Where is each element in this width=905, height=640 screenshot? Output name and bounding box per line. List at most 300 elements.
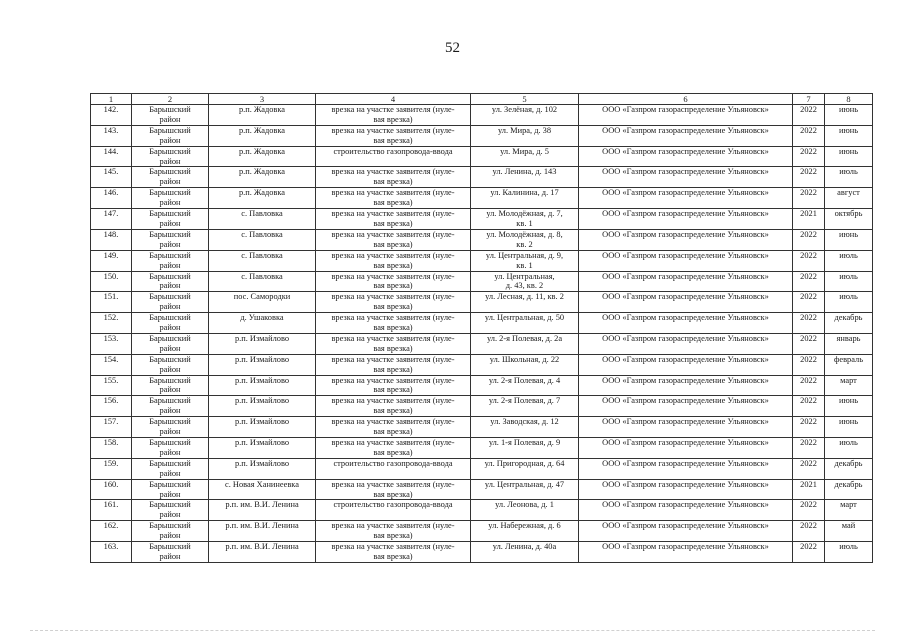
year-cell: 2022 [793,250,825,271]
organization-cell: ООО «Газпром газораспределение Ульяновск» [579,521,793,542]
work-type-cell-line: вая врезка) [373,135,413,145]
year-cell: 2022 [793,500,825,521]
district-cell [132,146,209,167]
month-cell: февраль [825,354,873,375]
work-type-cell-line: врезка на участке заявителя (нуле- [331,229,455,239]
month-cell: июль [825,292,873,313]
district-cell-line: Барышский [149,396,191,406]
district-cell [132,521,209,542]
month-cell: июнь [825,146,873,167]
organization-cell: ООО «Газпром газораспределение Ульяновск» [579,542,793,563]
year-cell: 2022 [793,313,825,334]
work-type-cell-line: врезка на участке заявителя (нуле- [331,333,455,343]
address-cell [471,354,579,375]
month-cell: июнь [825,105,873,126]
district-cell [132,229,209,250]
table-row [91,396,873,417]
address-cell [471,542,579,563]
organization-cell: ООО «Газпром газораспределение Ульяновск» [579,333,793,354]
work-type-cell [316,479,471,500]
address-cell-line: ул. Центральная, д. 50 [484,313,565,323]
work-type-cell-line: вая врезка) [373,427,413,437]
address-cell-line: ул. Мира, д. 38 [497,125,552,135]
address-cell-line: ул. 2-я Полевая, д. 7 [488,396,561,406]
table-body [91,105,873,563]
column-header: 6 [579,94,793,105]
table-row [91,229,873,250]
year-cell: 2021 [793,209,825,230]
month-cell: август [825,188,873,209]
organization-cell: ООО «Газпром газораспределение Ульяновск» [579,479,793,500]
district-cell-line: район [159,489,181,499]
row-number: 143. [91,125,132,146]
address-cell [471,105,579,126]
locality-cell: с. Павловка [209,250,316,271]
district-cell-line: район [159,406,181,416]
district-cell [132,375,209,396]
address-cell [471,417,579,438]
work-type-cell-line: врезка на участке заявителя (нуле- [331,105,455,114]
address-cell [471,396,579,417]
month-cell: октябрь [825,209,873,230]
address-cell-line: ул. Набережная, д. 6 [488,521,561,531]
year-cell: 2022 [793,521,825,542]
address-cell-line: ул. Ленина, д. 143 [492,167,557,177]
month-cell: март [825,375,873,396]
header-row [91,94,873,105]
work-type-cell-line: вая врезка) [373,406,413,416]
organization-cell: ООО «Газпром газораспределение Ульяновск» [579,105,793,126]
work-type-cell [316,125,471,146]
work-type-cell-line: вая врезка) [373,281,413,291]
organization-cell: ООО «Газпром газораспределение Ульяновск» [579,271,793,292]
row-number: 145. [91,167,132,188]
district-cell-line: Барышский [149,313,191,323]
district-cell-line: район [159,385,181,395]
district-cell [132,479,209,500]
district-cell-line: Барышский [149,188,191,198]
work-type-cell [316,271,471,292]
address-cell [471,292,579,313]
work-type-cell [316,375,471,396]
table-row [91,146,873,167]
address-cell-line: ул. Ленина, д. 40а [492,542,557,552]
address-cell [471,458,579,479]
year-cell: 2022 [793,146,825,167]
work-type-cell [316,250,471,271]
table-row [91,271,873,292]
district-cell-line: район [159,114,181,124]
month-cell: декабрь [825,479,873,500]
work-type-cell [316,354,471,375]
table-row [91,188,873,209]
locality-cell: с. Павловка [209,229,316,250]
month-cell: март [825,500,873,521]
year-cell: 2022 [793,396,825,417]
district-cell-line: Барышский [149,333,191,343]
district-cell [132,313,209,334]
row-number: 142. [91,105,132,126]
month-cell: июнь [825,125,873,146]
address-cell-line: ул. Молодёжная, д. 7, [486,209,563,219]
address-cell [471,375,579,396]
table-row [91,105,873,126]
address-cell-line: ул. 2-я Полевая, д. 4 [488,375,561,385]
year-cell: 2022 [793,542,825,563]
work-type-cell [316,167,471,188]
address-cell-line: ул. Лесная, д. 11, кв. 2 [485,292,564,302]
organization-cell: ООО «Газпром газораспределение Ульяновск» [579,313,793,334]
work-type-cell-line: вая врезка) [373,364,413,374]
row-number: 163. [91,542,132,563]
address-cell [471,167,579,188]
address-cell [471,271,579,292]
year-cell: 2022 [793,125,825,146]
table-row [91,458,873,479]
organization-cell: ООО «Газпром газораспределение Ульяновск» [579,125,793,146]
work-type-cell [316,396,471,417]
year-cell: 2021 [793,479,825,500]
year-cell: 2022 [793,354,825,375]
district-cell-line: район [159,364,181,374]
district-cell-line: Барышский [149,125,191,135]
locality-cell: р.п. Жадовка [209,125,316,146]
row-number: 156. [91,396,132,417]
row-number: 147. [91,209,132,230]
table-row [91,292,873,313]
work-type-cell [316,500,471,521]
work-type-cell-line: вая врезка) [373,489,413,499]
address-cell-line: ул. Калинина, д. 17 [490,188,559,198]
district-cell-line: Барышский [149,271,191,281]
district-cell-line: район [159,135,181,145]
address-cell [471,333,579,354]
work-type-cell-line: вая врезка) [373,447,413,457]
address-cell [471,479,579,500]
table-row [91,125,873,146]
district-cell-line: район [159,156,181,166]
address-cell [471,209,579,230]
locality-cell: р.п. им. В.И. Ленина [209,521,316,542]
month-cell: декабрь [825,313,873,334]
work-type-cell [316,333,471,354]
organization-cell: ООО «Газпром газораспределение Ульяновск» [579,292,793,313]
district-cell-line: район [159,468,181,478]
row-number: 144. [91,146,132,167]
district-cell-line: район [159,531,181,541]
month-cell: июль [825,542,873,563]
district-cell [132,125,209,146]
work-type-cell-line: строительство газопровода-ввода [333,458,453,468]
district-cell [132,396,209,417]
year-cell: 2022 [793,105,825,126]
district-cell-line: район [159,447,181,457]
table-row [91,167,873,188]
table-row [91,354,873,375]
work-type-cell [316,438,471,459]
address-cell [471,500,579,521]
row-number: 160. [91,479,132,500]
row-number: 159. [91,458,132,479]
work-type-cell [316,417,471,438]
locality-cell: р.п. Жадовка [209,167,316,188]
district-cell-line: Барышский [149,105,191,114]
month-cell: июль [825,438,873,459]
work-type-cell-line: вая врезка) [373,531,413,541]
work-type-cell-line: врезка на участке заявителя (нуле- [331,542,455,552]
table-row [91,209,873,230]
row-number: 149. [91,250,132,271]
district-cell-line: Барышский [149,292,191,302]
locality-cell: д. Ушаковка [209,313,316,334]
district-cell [132,354,209,375]
work-type-cell-line: врезка на участке заявителя (нуле- [331,521,455,531]
locality-cell: с. Павловка [209,271,316,292]
table-row [91,521,873,542]
district-cell-line: Барышский [149,500,191,510]
locality-cell: р.п. им. В.И. Ленина [209,542,316,563]
locality-cell: р.п. Измайлово [209,458,316,479]
address-cell [471,521,579,542]
district-cell-line: район [159,260,181,270]
district-cell-line: район [159,551,181,561]
district-cell [132,458,209,479]
organization-cell: ООО «Газпром газораспределение Ульяновск» [579,438,793,459]
organization-cell: ООО «Газпром газораспределение Ульяновск» [579,229,793,250]
address-cell-line: ул. 2-я Полевая, д. 2а [486,333,563,343]
row-number: 157. [91,417,132,438]
locality-cell: р.п. Жадовка [209,105,316,126]
month-cell: июль [825,271,873,292]
gas-connection-table [90,93,873,563]
organization-cell: ООО «Газпром газораспределение Ульяновск» [579,250,793,271]
row-number: 162. [91,521,132,542]
work-type-cell-line: вая врезка) [373,218,413,228]
address-cell-line: ул. Школьная, д. 22 [489,354,560,364]
organization-cell: ООО «Газпром газораспределение Ульяновск» [579,417,793,438]
address-cell [471,229,579,250]
month-cell: июнь [825,396,873,417]
year-cell: 2022 [793,167,825,188]
column-header: 3 [209,94,316,105]
district-cell [132,333,209,354]
district-cell [132,500,209,521]
district-cell-line: район [159,281,181,291]
address-cell-line: ул. Центральная, д. 47 [484,479,565,489]
locality-cell: с. Новая Ханинеевка [209,479,316,500]
month-cell: июль [825,250,873,271]
work-type-cell-line: врезка на участке заявителя (нуле- [331,250,455,260]
organization-cell: ООО «Газпром газораспределение Ульяновск» [579,375,793,396]
page-number: 52 [445,40,460,56]
organization-cell: ООО «Газпром газораспределение Ульяновск» [579,354,793,375]
work-type-cell [316,105,471,126]
address-cell-line: ул. Центральная, [494,271,555,281]
row-number: 158. [91,438,132,459]
month-cell: январь [825,333,873,354]
district-cell-line: район [159,239,181,249]
row-number: 153. [91,333,132,354]
month-cell: май [825,521,873,542]
district-cell [132,250,209,271]
district-cell-line: Барышский [149,354,191,364]
district-cell-line: Барышский [149,375,191,385]
district-cell-line: Барышский [149,229,191,239]
organization-cell: ООО «Газпром газораспределение Ульяновск» [579,396,793,417]
table-row [91,333,873,354]
district-cell-line: Барышский [149,417,191,427]
work-type-cell [316,313,471,334]
district-cell-line: район [159,427,181,437]
work-type-cell-line: вая врезка) [373,323,413,333]
organization-cell: ООО «Газпром газораспределение Ульяновск» [579,146,793,167]
locality-cell: с. Павловка [209,209,316,230]
bottom-edge [30,630,875,631]
work-type-cell-line: врезка на участке заявителя (нуле- [331,479,455,489]
work-type-cell [316,188,471,209]
locality-cell: р.п. Измайлово [209,438,316,459]
month-cell: июнь [825,229,873,250]
year-cell: 2022 [793,271,825,292]
district-cell [132,438,209,459]
work-type-cell-line: строительство газопровода-ввода [333,146,453,156]
locality-cell: р.п. Измайлово [209,375,316,396]
address-cell-line: кв. 1 [516,260,533,270]
address-cell [471,438,579,459]
column-header: 4 [316,94,471,105]
work-type-cell-line: вая врезка) [373,260,413,270]
year-cell: 2022 [793,417,825,438]
work-type-cell [316,229,471,250]
table-row [91,417,873,438]
district-cell-line: район [159,510,181,520]
address-cell-line: ул. 1-я Полевая, д. 9 [488,438,561,447]
district-cell-line: район [159,218,181,228]
work-type-cell-line: врезка на участке заявителя (нуле- [331,375,455,385]
district-cell-line: Барышский [149,479,191,489]
row-number: 146. [91,188,132,209]
address-cell-line: д. 43, кв. 2 [505,281,544,291]
table-row [91,500,873,521]
work-type-cell-line: врезка на участке заявителя (нуле- [331,313,455,323]
address-cell [471,188,579,209]
district-cell-line: Барышский [149,458,191,468]
address-cell-line: ул. Леонова, д. 1 [495,500,554,510]
address-cell-line: ул. Мира, д. 5 [500,146,549,156]
work-type-cell-line: врезка на участке заявителя (нуле- [331,125,455,135]
organization-cell: ООО «Газпром газораспределение Ульяновск» [579,458,793,479]
district-cell [132,271,209,292]
district-cell-line: Барышский [149,542,191,552]
work-type-cell [316,146,471,167]
work-type-cell [316,209,471,230]
work-type-cell-line: строительство газопровода-ввода [333,500,453,510]
row-number: 151. [91,292,132,313]
work-type-cell-line: вая врезка) [373,114,413,124]
address-cell-line: ул. Молодёжная, д. 8, [486,229,563,239]
table-row [91,542,873,563]
work-type-cell-line: вая врезка) [373,302,413,312]
district-cell [132,105,209,126]
district-cell-line: Барышский [149,167,191,177]
locality-cell: р.п. Измайлово [209,354,316,375]
locality-cell: р.п. Жадовка [209,146,316,167]
year-cell: 2022 [793,188,825,209]
month-cell: июль [825,167,873,188]
year-cell: 2022 [793,292,825,313]
table-row [91,250,873,271]
locality-cell: р.п. Измайлово [209,417,316,438]
table-row [91,438,873,459]
district-cell-line: Барышский [149,250,191,260]
address-cell-line: ул. Центральная, д. 9, [485,250,564,260]
work-type-cell-line: врезка на участке заявителя (нуле- [331,271,455,281]
organization-cell: ООО «Газпром газораспределение Ульяновск» [579,188,793,209]
month-cell: декабрь [825,458,873,479]
address-cell-line: ул. Пригородная, д. 64 [484,458,565,468]
locality-cell: р.п. им. В.И. Ленина [209,500,316,521]
row-number: 150. [91,271,132,292]
address-cell [471,146,579,167]
table-row [91,313,873,334]
address-cell [471,125,579,146]
work-type-cell [316,542,471,563]
work-type-cell [316,521,471,542]
row-number: 154. [91,354,132,375]
address-cell-line: кв. 2 [516,239,533,249]
organization-cell: ООО «Газпром газораспределение Ульяновск» [579,209,793,230]
locality-cell: пос. Самородки [209,292,316,313]
locality-cell: р.п. Жадовка [209,188,316,209]
district-cell-line: район [159,323,181,333]
table-row [91,479,873,500]
row-number: 148. [91,229,132,250]
district-cell [132,188,209,209]
district-cell [132,209,209,230]
work-type-cell-line: вая врезка) [373,198,413,208]
address-cell-line: ул. Зелёная, д. 102 [491,105,558,114]
year-cell: 2022 [793,333,825,354]
address-cell-line: кв. 1 [516,218,533,228]
year-cell: 2022 [793,229,825,250]
organization-cell: ООО «Газпром газораспределение Ульяновск» [579,167,793,188]
district-cell [132,542,209,563]
district-cell-line: Барышский [149,438,191,447]
column-header: 8 [825,94,873,105]
work-type-cell-line: врезка на участке заявителя (нуле- [331,209,455,219]
table-row [91,375,873,396]
locality-cell: р.п. Измайлово [209,333,316,354]
work-type-cell-line: врезка на участке заявителя (нуле- [331,417,455,427]
work-type-cell-line: вая врезка) [373,551,413,561]
month-cell: июнь [825,417,873,438]
district-cell-line: район [159,177,181,187]
district-cell-line: Барышский [149,209,191,219]
work-type-cell [316,458,471,479]
row-number: 155. [91,375,132,396]
work-type-cell-line: вая врезка) [373,239,413,249]
year-cell: 2022 [793,438,825,459]
work-type-cell-line: врезка на участке заявителя (нуле- [331,188,455,198]
address-cell [471,250,579,271]
work-type-cell-line: врезка на участке заявителя (нуле- [331,396,455,406]
work-type-cell-line: врезка на участке заявителя (нуле- [331,167,455,177]
work-type-cell [316,292,471,313]
work-type-cell-line: врезка на участке заявителя (нуле- [331,292,455,302]
locality-cell: р.п. Измайлово [209,396,316,417]
work-type-cell-line: вая врезка) [373,385,413,395]
district-cell-line: район [159,198,181,208]
